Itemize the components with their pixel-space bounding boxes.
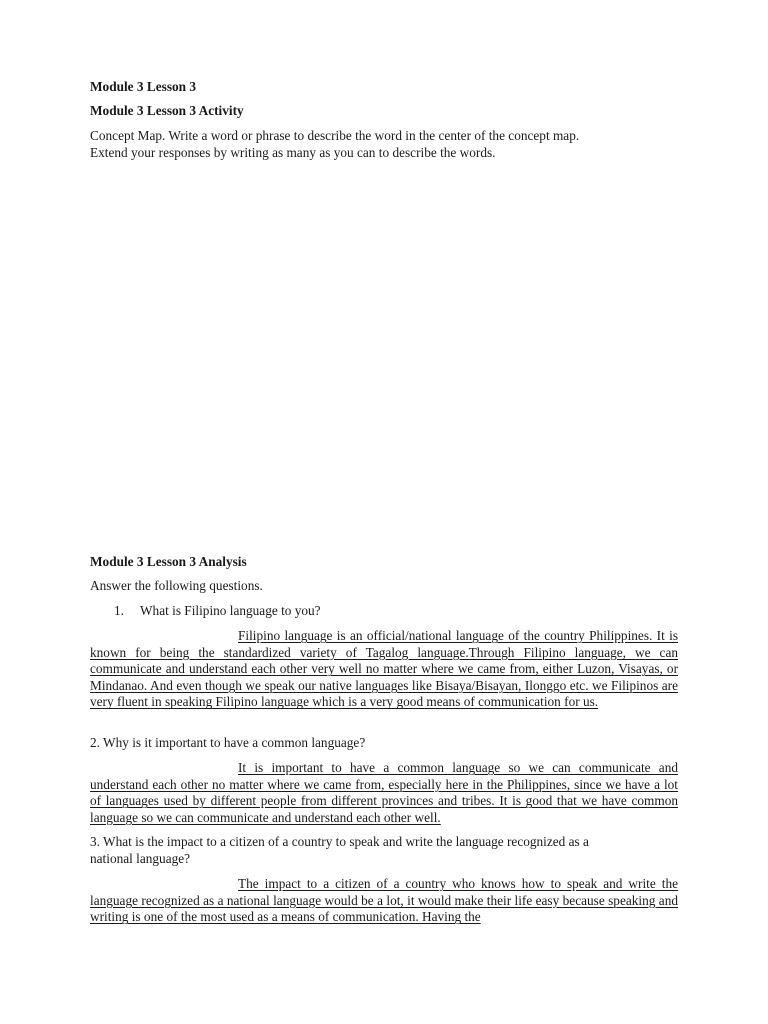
concept-map-area — [90, 170, 678, 540]
answer-2 — [90, 760, 678, 826]
question-1 — [90, 603, 321, 620]
question-3-line-2: national language? — [90, 851, 191, 866]
activity-instructions-line-2: Extend your responses by writing as many as you can to describe the words. — [90, 145, 496, 160]
answer-1 — [90, 628, 678, 711]
module-title: Module 3 Lesson 3 — [90, 79, 197, 94]
activity-instructions-line-1: Concept Map. Write a word or phrase to describe the word in the center of the concept map. — [90, 128, 580, 143]
question-3-line-1: 3. What is the impact to a citizen of a country to speak and write the language recognized as a — [90, 834, 589, 849]
answer-2-text: It is important to have a common language so we can communicate and understand each other no matter where we came from, especially here in the Philippines, since we have a lot of languages used by different people from different provinces and tribes. It is good that we have common language so we can communicate and understand each other well. — [90, 760, 678, 825]
analysis-heading: Module 3 Lesson 3 Analysis — [90, 554, 247, 569]
question-1-number: 1. — [114, 603, 124, 618]
answer-3 — [90, 876, 678, 926]
question-2: 2. Why is it important to have a common language? — [90, 735, 366, 750]
analysis-intro: Answer the following questions. — [90, 578, 263, 593]
question-1-text: What is Filipino language to you? — [140, 603, 321, 618]
answer-1-text: Filipino language is an official/national language of the country Philippines. It is known for being the standardized variety of Tagalog language.Through Filipino language, we can communicate and understand each other very well no matter where we came from, either Luzon, Visayas, or Mindanao. And even though we speak our native languages like Bisaya/Bisayan, Ilonggo etc. we Filipinos are very fluent in speaking Filipino language which is a very good means of communication for us. — [90, 628, 678, 710]
answer-3-text: The impact to a citizen of a country who knows how to speak and write the language recognized as a national language would be a lot, it would make their life easy because speaking and writing is one of the most used as a means of communication. Having the — [90, 876, 678, 925]
activity-heading: Module 3 Lesson 3 Activity — [90, 103, 244, 118]
